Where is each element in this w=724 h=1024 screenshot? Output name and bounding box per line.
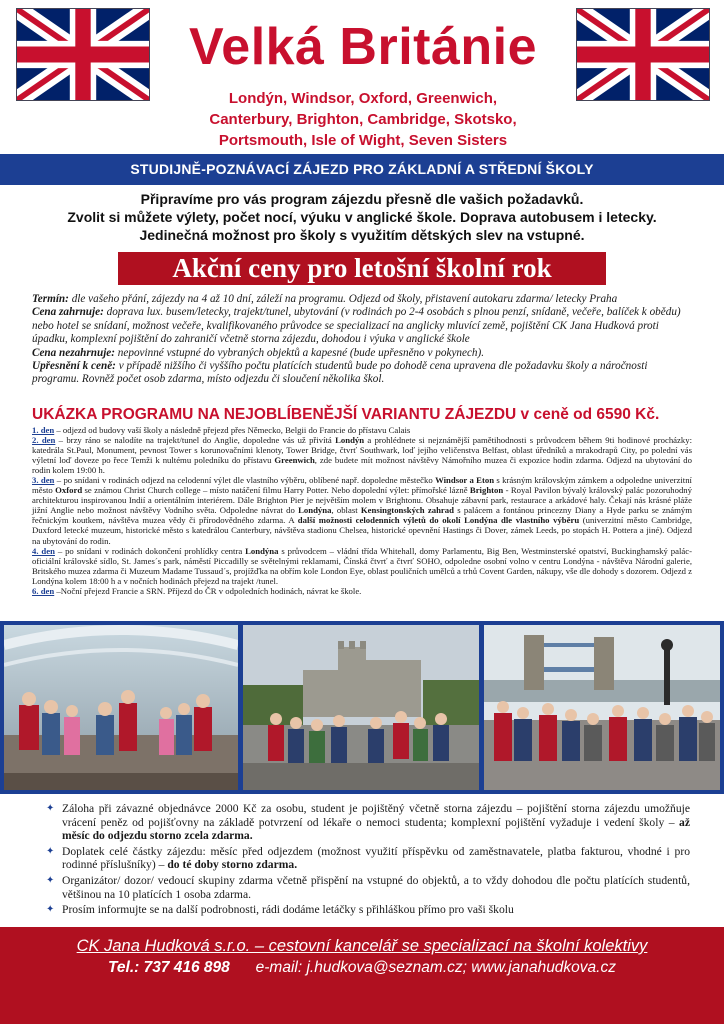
action-prices-banner: Akční ceny pro letošní školní rok — [118, 252, 606, 285]
bold-highlight: až měsíc do odjezdu storno zcela zdarma. — [62, 815, 690, 843]
term-row — [32, 293, 692, 306]
text-run: - Royal Pavilon bývalý královský palác pozoruhodný architekturou inspirovanou Indií a orientálním interiérem. Dále Brighton Pier je největším molem v Brightonu. Obsahuje zábavní park, restaurace a arkádové haly. Čekají nás krásné pláže jižní Anglie nebo možnost návštěvy Vodního světa. Odpoledne návrat do — [32, 485, 692, 516]
tower-bridge-group-photo — [484, 625, 720, 790]
condition-item — [46, 874, 690, 901]
text-run: s krásným královským zámkem a odpoledne univerzitní město — [32, 475, 692, 496]
text-run: – odjezd od budovy vaší školy a následně přejezd přes Německo, Belgii do Francie do přístavu Calais — [54, 425, 411, 435]
star-bullet-icon: ✦ — [46, 874, 55, 886]
text-run: Doplatek celé částky zájezdu: měsíc před odjezdem (možnost využití příspěvku od zaměstnavatele, platba fakturou, vhodné i pro rodinné příslušníky) – — [62, 844, 690, 872]
program-day — [32, 435, 692, 475]
bold-highlight: Windsor a Eton — [435, 475, 495, 486]
star-bullet-icon: ✦ — [46, 803, 55, 814]
intro-line: Připravíme pro vás program zájezdu přesně dle vašich požadavků. — [140, 191, 584, 207]
text-run: , zde budete mít možnost návštěvy Námořního muzea či expozice hodin zdarma. Odjezd na ubytování do rodin kolem 19:00 h. — [32, 455, 692, 476]
day-label: 2. den — [32, 435, 56, 446]
program-title: UKÁZKA PROGRAMU NA NEJOBLÍBENĚJŠÍ VARIANTU ZÁJEZDU v ceně od 6590 Kč. — [32, 406, 660, 423]
text-run: –Noční přejezd Francie a SRN. Příjezd do ČR v odpoledních hodinách, návrat ke škole. — [54, 585, 362, 596]
day-label: 4. den — [32, 545, 55, 556]
subtitle-line: Londýn, Windsor, Oxford, Greenwich, — [228, 90, 498, 107]
intro-line: Zvolit si můžete výlety, počet nocí, výuku v anglické škole. Doprava autobusem i letecky. — [67, 209, 657, 225]
union-jack-flag-icon — [16, 8, 150, 101]
bold-highlight: Greenwich — [274, 455, 315, 466]
bold-highlight: do té doby storno zdarma. — [167, 858, 298, 872]
bold-highlight: Kensingtonských zahrad — [360, 505, 454, 516]
intro-line: Jedinečná možnost pro školy s využitím dětských slev na vstupné. — [139, 227, 585, 243]
bold-highlight: další možnosti celodenních výletů do okolí Londýna dle vlastního výběru — [297, 515, 580, 526]
term-row — [32, 347, 692, 360]
text-run: (univerzitní město Cambridge, Duxford letecké muzeum, historické město s katedrálou Canterbury, návštěva stadionu Chelsea, historické opevnění Hastings či Dover, zámek Leeds, po stopách H. Pottera a jiné). Odjezd na ubytování do rodin. — [32, 515, 692, 546]
program-day — [32, 475, 692, 545]
bold-highlight: Brighton — [469, 485, 504, 496]
bold-highlight: Londýna — [298, 505, 332, 516]
subtitle-line: Portsmouth, Isle of Wight, Seven Sisters — [218, 132, 508, 149]
text-run: se známou Christ Church college – místo natáčení filmu Harry Potter. Nebo dopolední výlet: přímořské lázně — [82, 485, 470, 496]
terms-section — [32, 293, 692, 387]
star-bullet-icon: ✦ — [46, 845, 55, 857]
email-web-contact: e-mail: j.hudkova@seznam.cz; www.janahudkova.cz — [255, 959, 616, 976]
conditions-list — [46, 802, 690, 919]
bold-highlight: Londýn — [335, 435, 365, 446]
term-label: Cena zahrnuje: — [32, 306, 104, 319]
london-eye-capsule-photo — [4, 625, 238, 790]
subtitle-line: Canterbury, Brighton, Cambridge, Skotsko, — [209, 111, 517, 128]
phone-number: Tel.: 737 416 898 — [108, 959, 230, 976]
text-run: s průvodcem – vládní třída Whitehall, domy Parlamentu, Big Ben, Westminsterské opatství, Buckinghamský palác- oficiální královské sídlo, St. James´s park, náměstí Piccadilly se světelnými reklamami, Čínská čtvrť a čtvrť SOHO, odpoledne osobní volno v centru Londýna - návštěva Národní galerie, Britského muzea zdarma či Muzeum Madame Tussaud´s, projížďka na obřím kole London Eye, oblast pouličních umělců a trhů Covent Garden, nákupy, vše dle dohody s dozorem. Odjezd z Londýna kolem 18:00 h a v nočních hodinách přejezd na trajekt /tunel. — [32, 545, 692, 586]
term-label: Cena nezahrnuje: — [32, 346, 115, 359]
contact-line — [0, 958, 724, 978]
text-run: Organizátor/ dozor/ vedoucí skupiny zdarma včetně přispění na vstupné do objektů, a to vždy dohodou dle počtu platících studentů, většinou na 10 platících 1 osoba zdarma. — [62, 873, 690, 901]
term-row — [32, 306, 692, 346]
agency-tagline: CK Jana Hudková s.r.o. – cestovní kancelář se specializací na školní kolektivy — [76, 937, 648, 955]
photo-strip — [0, 621, 724, 794]
term-text: nepovinné vstupné do vybraných objektů a kapesné (bude upřesněno v pokynech). — [115, 346, 485, 359]
text-run: a prohlédnete si nejznámější pamětihodnosti s průvodcem během 9ti hodinové procházky: katedrála St.Paul, Monument, pevnost Tower s korunovačními klenoty, Tower Bridge, čtvrť Southwark, loď jejího veličenstva Belfast, oblast úředníků a mrakodrapů City, po polední vás výletní loď doveze po řece Temži k nultému poledníku do přístavu — [32, 435, 692, 466]
text-run: , oblast — [331, 505, 361, 516]
day-label: 3. den — [32, 475, 55, 486]
text-run: s palácem a fontánou princezny Diany a Hyde parku se známým řečnickým koutkem, návštěva muzea vědy či přírodovědného zdarma. A — [32, 505, 692, 526]
program-day — [32, 546, 692, 586]
term-row — [32, 360, 692, 387]
page-title: Velká Británie — [188, 18, 538, 76]
day-label: 6. den — [32, 585, 55, 596]
text-run: Záloha při závazné objednávce 2000 Kč za osobu, student je pojištěný včetně storna zájezdu – pojištění storna zájezdu umožňuje vrácení peněz od pojišťovny na základě potvrzení od lékaře o nemoci studenta; komplexní pojištění vyžaduje i vedení školy – — [62, 802, 690, 829]
term-text: dle vašeho přání, zájezdy na 4 až 10 dní, záleží na programu. Odjezd od školy, přistavení autokaru zdarma/ letecky Praha — [68, 293, 618, 305]
trip-type-band: STUDIJNĚ-POZNÁVACÍ ZÁJEZD PRO ZÁKLADNÍ A STŘEDNÍ ŠKOLY — [0, 154, 724, 185]
term-label: Termín: — [32, 293, 69, 305]
term-text: doprava lux. busem/letecky, trajekt/tunel, ubytování (v rodinách po 2-4 osobách s plnou penzí, snídaně, večeře, balíček k obědu) nebo hotel se snídaní, možnost večeře, kvalifikovaného průvodce se specializací na anglicky mluvící země, pojištění CK Jana Hudková proti úpadku, komplexní pojištění do zahraničí včetně storna zájezdu, dohodou i výuka v anglické škole — [32, 306, 681, 346]
term-text: v případě nižšího či vyššího počtu platících studentů bude po dohodě cena upravena dle požadavku školy a náročnosti programu. Rovněž počet osob zdarma, místo odjezdu či sloučení několika škol. — [32, 360, 648, 386]
day-label: 1. den — [32, 425, 55, 435]
condition-item — [46, 802, 690, 843]
program-day — [32, 425, 692, 435]
bold-highlight: Londýna — [245, 545, 279, 556]
text-run: – po snídani v rodinách odjezd na celodenní výlet dle vlastního výběru, oblíbené např. dopoledne městečko — [54, 475, 436, 486]
term-label: Upřesnění k ceně: — [32, 360, 116, 373]
condition-item — [46, 845, 690, 872]
program-day — [32, 586, 692, 596]
destinations-subtitle — [150, 88, 576, 151]
program-days — [32, 425, 692, 596]
windsor-castle-group-photo — [243, 625, 479, 790]
star-bullet-icon: ✦ — [46, 904, 55, 916]
intro-text — [30, 190, 694, 244]
union-jack-flag-icon — [576, 8, 710, 101]
bold-highlight: Oxford — [55, 485, 83, 496]
text-run: Prosím informujte se na další podrobnosti, rádi dodáme letáčky s přihláškou přímo pro vaši školu — [62, 903, 514, 917]
text-run: – po snídani v rodinách dokončení prohlídky centra — [54, 545, 246, 556]
text-run: – brzy ráno se nalodíte na trajekt/tunel do Anglie, dopoledne vás už přivítá — [55, 435, 336, 446]
condition-item — [46, 903, 690, 917]
footer — [0, 927, 724, 1024]
